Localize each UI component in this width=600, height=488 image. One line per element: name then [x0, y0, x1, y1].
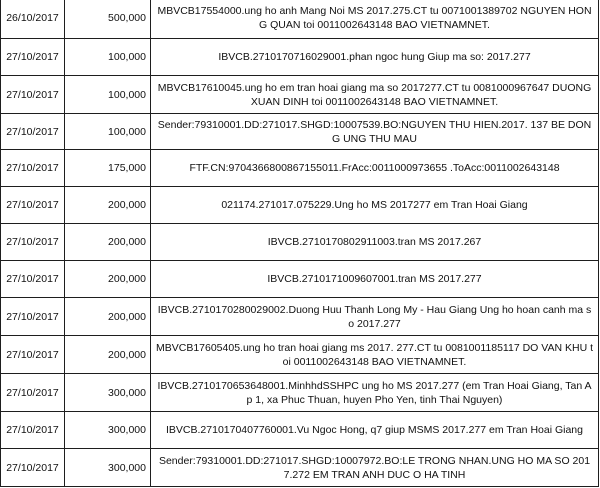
amount-cell: 300,000 — [65, 449, 151, 487]
table-row — [1, 412, 599, 449]
description-cell: IBVCB.2710170280029002.Duong Huu Thanh Long My - Hau Giang Ung ho hoan canh ma so 2017.277 — [151, 298, 599, 336]
table-row — [1, 298, 599, 336]
date-cell: 27/10/2017 — [1, 449, 65, 487]
description-cell: Sender:79310001.DD:271017.SHGD:10007972.BO:LE TRONG NHAN.UNG HO MA SO 2017.272 EM TRAN ANH DUC O HA TINH — [151, 449, 599, 487]
date-cell: 27/10/2017 — [1, 374, 65, 412]
date-cell: 27/10/2017 — [1, 336, 65, 374]
description-cell: MBVCB17605405.ung ho tran hoai giang ms 2017. 277.CT tu 0081001185117 DO VAN KHU toi 0011002643148 BAO VIETNAMNET. — [151, 336, 599, 374]
description-cell: IBVCB.2710171009607001.tran MS 2017.277 — [151, 261, 599, 298]
amount-cell: 300,000 — [65, 412, 151, 449]
amount-cell: 300,000 — [65, 374, 151, 412]
amount-cell: 500,000 — [65, 0, 151, 39]
table-row — [1, 114, 599, 150]
amount-cell: 100,000 — [65, 114, 151, 150]
date-cell: 27/10/2017 — [1, 412, 65, 449]
amount-cell: 200,000 — [65, 224, 151, 261]
table-row — [1, 449, 599, 487]
table-row — [1, 0, 599, 39]
table-row — [1, 224, 599, 261]
description-cell: IBVCB.2710170802911003.tran MS 2017.267 — [151, 224, 599, 261]
description-cell: MBVCB17554000.ung ho anh Mang Noi MS 2017.275.CT tu 0071001389702 NGUYEN HONG QUAN toi 0011002643148 BAO VIETNAMNET. — [151, 0, 599, 39]
date-cell: 27/10/2017 — [1, 187, 65, 224]
table-row — [1, 336, 599, 374]
date-cell: 27/10/2017 — [1, 76, 65, 114]
date-cell: 26/10/2017 — [1, 0, 65, 39]
table-row — [1, 39, 599, 76]
date-cell: 27/10/2017 — [1, 298, 65, 336]
description-cell: Sender:79310001.DD:271017.SHGD:10007539.BO:NGUYEN THU HIEN.2017. 137 BE DONG UNG THU MAU — [151, 114, 599, 150]
amount-cell: 100,000 — [65, 76, 151, 114]
amount-cell: 200,000 — [65, 298, 151, 336]
description-cell: IBVCB.2710170716029001.phan ngoc hung Giup ma so: 2017.277 — [151, 39, 599, 76]
table-row — [1, 150, 599, 187]
date-cell: 27/10/2017 — [1, 114, 65, 150]
amount-cell: 200,000 — [65, 336, 151, 374]
date-cell: 27/10/2017 — [1, 224, 65, 261]
date-cell: 27/10/2017 — [1, 150, 65, 187]
table-row — [1, 187, 599, 224]
amount-cell: 175,000 — [65, 150, 151, 187]
description-cell: 021174.271017.075229.Ung ho MS 2017277 em Tran Hoai Giang — [151, 187, 599, 224]
amount-cell: 100,000 — [65, 39, 151, 76]
date-cell: 27/10/2017 — [1, 39, 65, 76]
table-row — [1, 261, 599, 298]
amount-cell: 200,000 — [65, 187, 151, 224]
description-cell: IBVCB.2710170653648001.MinhhdSSHPC ung ho MS 2017.277 (em Tran Hoai Giang, Tan Ap 1, xa Phuc Thuan, huyen Pho Yen, tinh Thai Nguyen) — [151, 374, 599, 412]
description-cell: FTF.CN:9704366800867155011.FrAcc:0011000973655 .ToAcc:0011002643148 — [151, 150, 599, 187]
table-row — [1, 76, 599, 114]
table-row — [1, 374, 599, 412]
date-cell: 27/10/2017 — [1, 261, 65, 298]
description-cell: IBVCB.2710170407760001.Vu Ngoc Hong, q7 giup MSMS 2017.277 em Tran Hoai Giang — [151, 412, 599, 449]
amount-cell: 200,000 — [65, 261, 151, 298]
description-cell: MBVCB17610045.ung ho em tran hoai giang ma so 2017277.CT tu 0081000967647 DUONG XUAN DINH toi 0011002643148 BAO VIETNAMNET. — [151, 76, 599, 114]
